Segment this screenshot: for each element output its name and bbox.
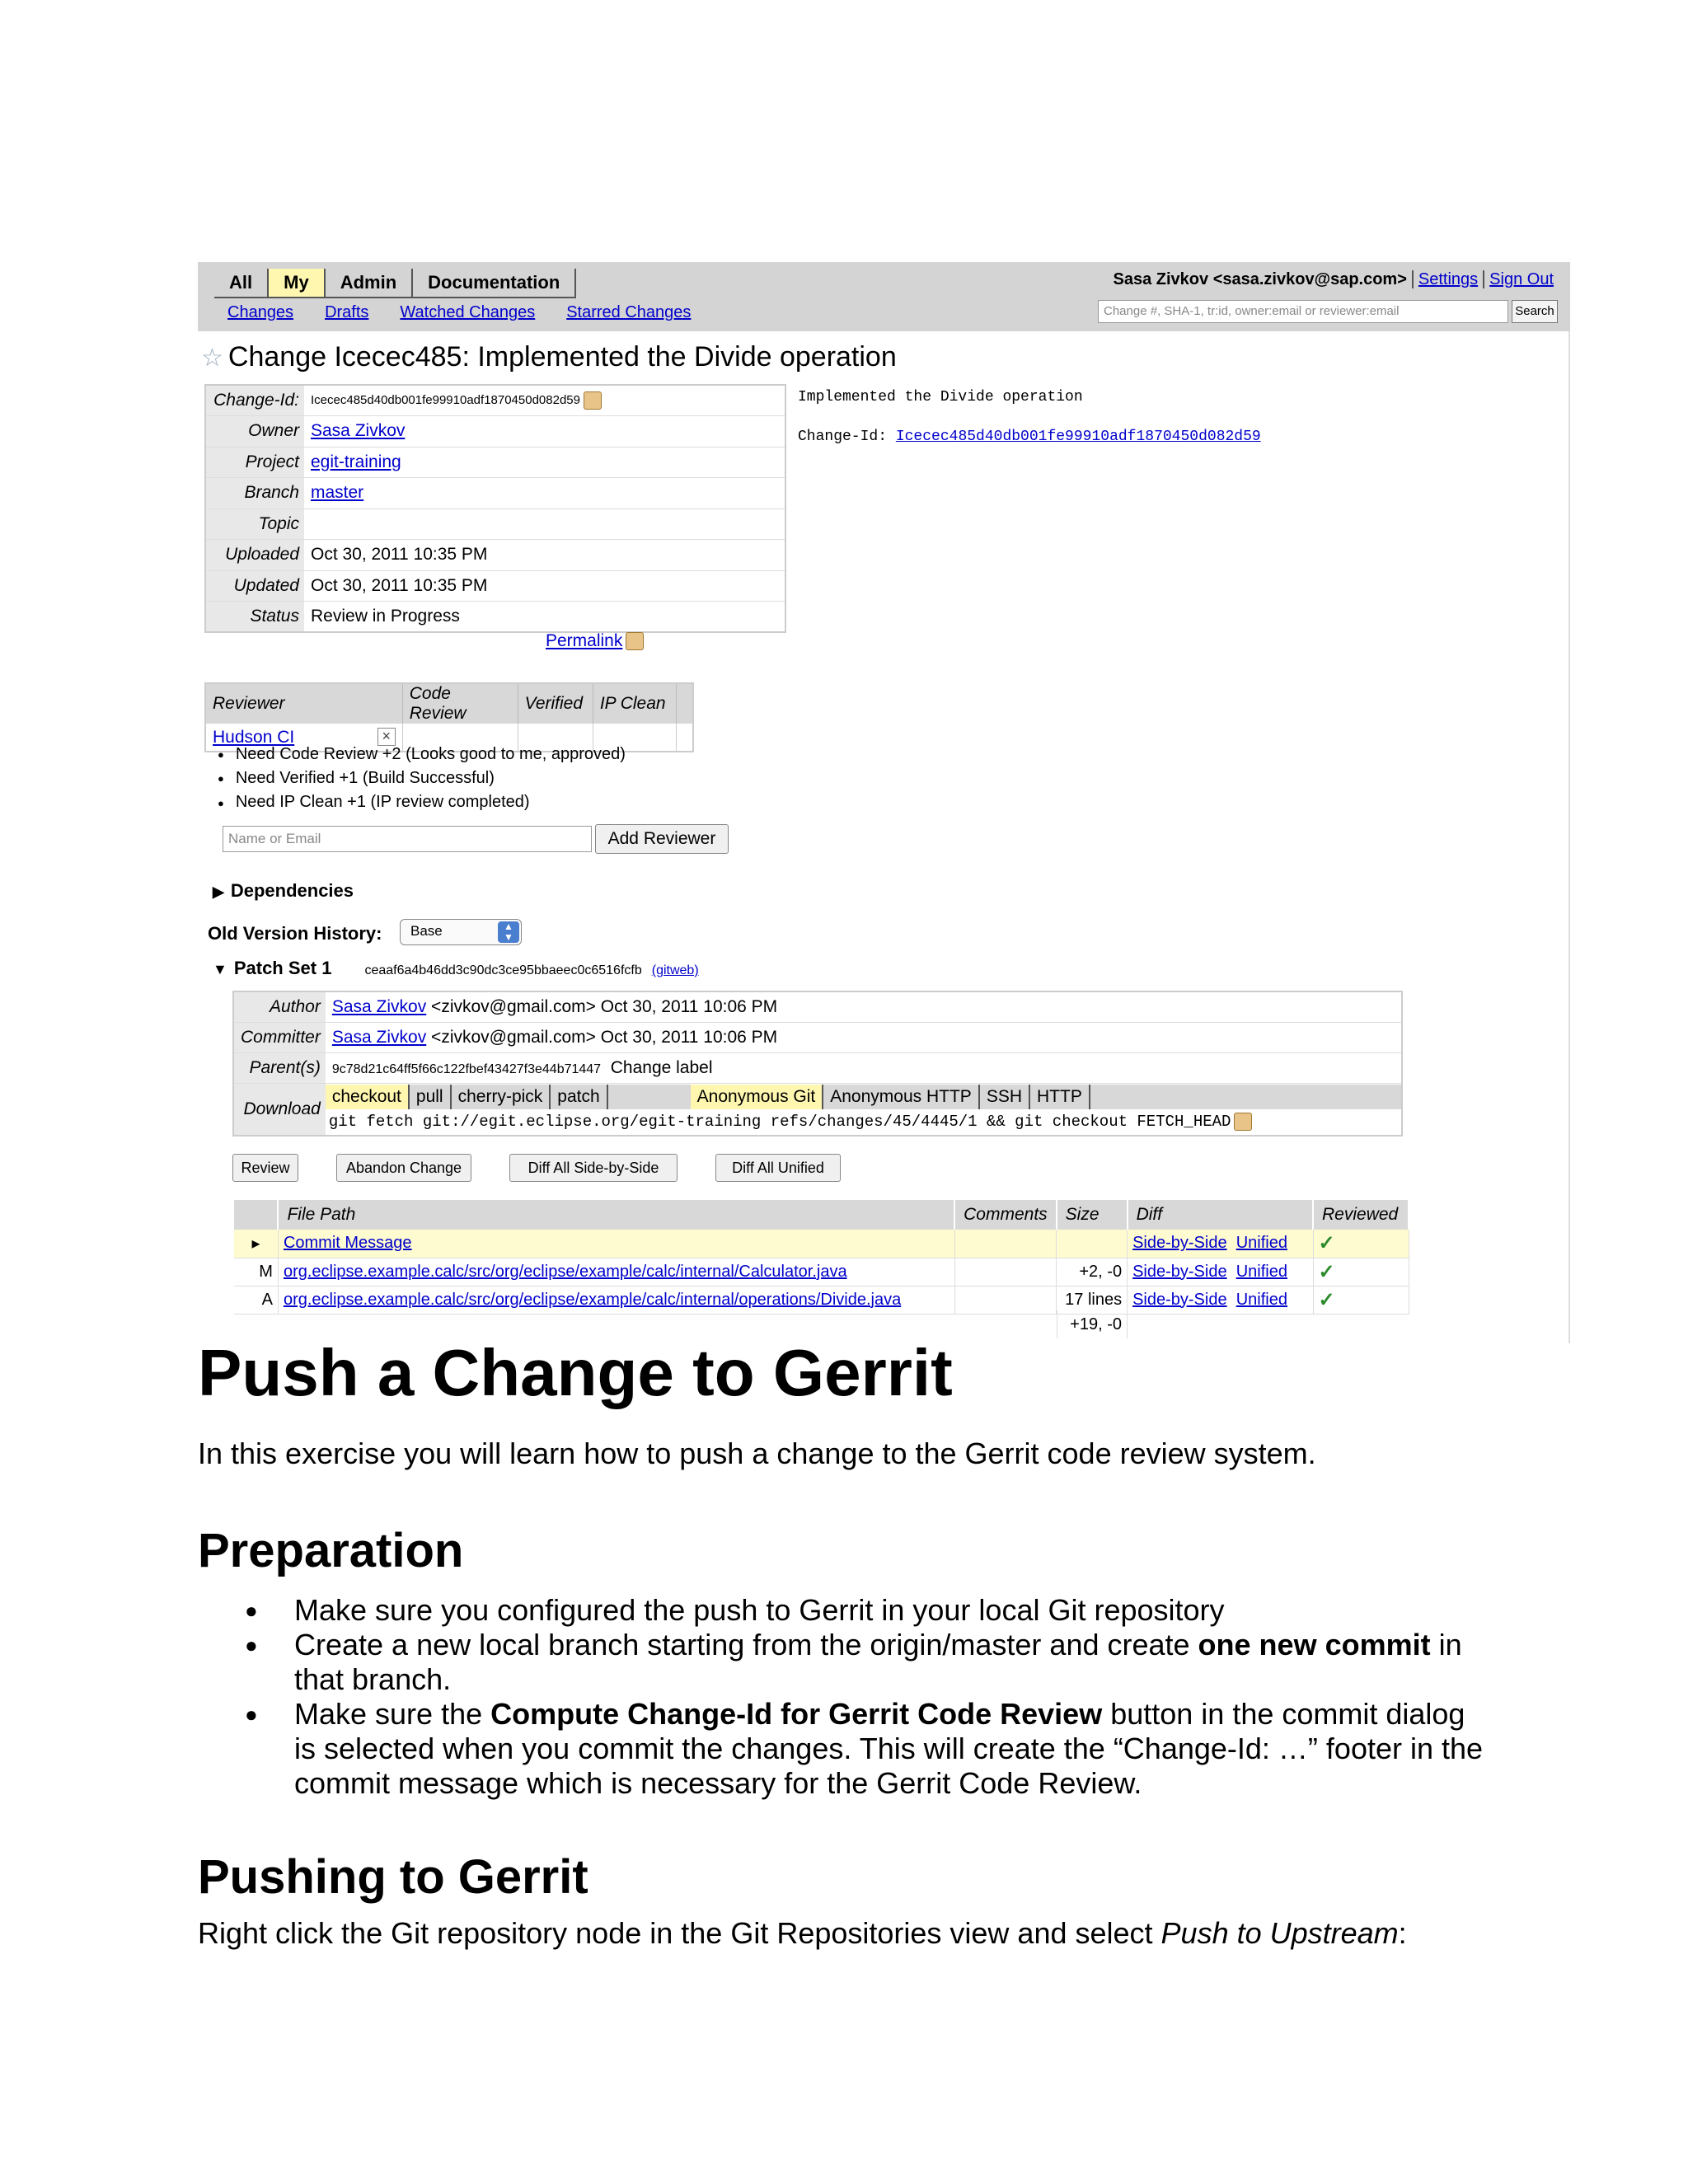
uploaded-label: Uploaded — [205, 540, 304, 571]
search-input[interactable]: Change #, SHA-1, tr:id, owner:email or reviewer:email — [1098, 300, 1508, 323]
commit-change-id-label: Change-Id: — [798, 429, 896, 445]
triangle-right-icon: ▶ — [213, 883, 224, 900]
author-label: Author — [233, 991, 326, 1022]
file-path-header: File Path — [278, 1200, 954, 1230]
commit-change-id-link[interactable]: Icecec485d40db001fe99910adf1870450d082d59 — [895, 429, 1261, 445]
size-header: Size — [1057, 1200, 1128, 1230]
author-details: <zivkov@gmail.com> Oct 30, 2011 10:06 PM — [426, 996, 778, 1016]
tab-my[interactable]: My — [269, 269, 326, 297]
user-box — [1114, 270, 1554, 289]
intro-paragraph: In this exercise you will learn how to push a change to the Gerrit code review system. — [198, 1436, 1316, 1470]
diff-header: Diff — [1128, 1200, 1313, 1230]
table-row[interactable] — [234, 1230, 1409, 1258]
checkmark-icon[interactable]: ✓ — [1318, 1288, 1335, 1311]
parent-change-label: Change label — [610, 1057, 713, 1077]
star-icon[interactable]: ☆ — [201, 344, 223, 372]
list-item: ● Need Verified +1 (Build Successful) — [218, 766, 626, 790]
subtab-drafts[interactable]: Drafts — [325, 303, 369, 321]
select-arrows-icon: ▲ ▼ — [498, 921, 519, 943]
topic-label: Topic — [205, 509, 304, 540]
code-review-header: Code Review — [402, 683, 518, 724]
dependencies-label: Dependencies — [230, 880, 354, 901]
gerrit-screenshot — [198, 262, 1570, 1343]
updated-value: Oct 30, 2011 10:35 PM — [304, 570, 785, 602]
download-label: Download — [233, 1083, 326, 1136]
change-id-label: Change-Id: — [205, 385, 304, 416]
branch-link[interactable]: master — [311, 483, 364, 503]
parent-label: Parent(s) — [233, 1052, 326, 1083]
permalink-link[interactable]: Permalink — [546, 631, 623, 650]
download-cell — [326, 1083, 1402, 1136]
owner-link[interactable]: Sasa Zivkov — [311, 421, 406, 441]
search-button[interactable]: Search — [1512, 300, 1558, 323]
add-reviewer-button[interactable]: Add Reviewer — [595, 824, 729, 854]
copy-icon[interactable] — [1234, 1113, 1252, 1131]
unified-link[interactable]: Unified — [1236, 1262, 1287, 1281]
list-item: ● Create a new local branch starting from the origin/master and create one new commit in that branch. — [198, 1628, 1484, 1697]
change-id-cell — [304, 385, 785, 416]
branch-label: Branch — [205, 478, 304, 509]
ip-clean-header: IP Clean — [593, 683, 676, 724]
permalink — [546, 631, 644, 651]
table-row[interactable]: A org.eclipse.example.calc/src/org/eclipse/example/calc/internal/operations/Divide.java 17 lines Side-by-Side Unified ✓ — [234, 1286, 1409, 1314]
owner-label: Owner — [205, 416, 304, 448]
subtab-changes[interactable]: Changes — [227, 303, 294, 321]
dl-http-tab[interactable]: HTTP — [1030, 1085, 1090, 1109]
size-total: +19, -0 — [1057, 1310, 1128, 1338]
copy-icon[interactable] — [584, 391, 602, 410]
file-status: M — [234, 1258, 278, 1286]
commit-message — [798, 387, 1261, 466]
dl-cherry-pick-tab[interactable]: cherry-pick — [452, 1085, 551, 1109]
patch-set-table — [232, 991, 1403, 1137]
reviewer-link[interactable]: Hudson CI — [213, 727, 295, 747]
unified-link[interactable]: Unified — [1236, 1234, 1287, 1253]
list-item: ● Need IP Clean +1 (IP review completed) — [218, 790, 626, 814]
download-command-text[interactable]: git fetch git://egit.eclipse.org/egit-training refs/changes/45/4445/1 && git checkout FETCH_HEAD — [328, 1112, 1231, 1131]
topic-value — [304, 509, 785, 540]
patch-set-header[interactable] — [213, 958, 699, 979]
dependencies-toggle[interactable] — [213, 880, 354, 902]
list-item: ● Need Code Review +2 (Looks good to me, approved) — [218, 743, 626, 766]
patch-set-sha: ceaaf6a4b46dd3c90dc3ce95bbaeec0c6516fcfb — [364, 963, 642, 977]
reviewer-name-input[interactable]: Name or Email — [223, 826, 592, 852]
copy-icon[interactable] — [626, 632, 644, 650]
user-name: Sasa Zivkov <sasa.zivkov@sap.com> — [1113, 270, 1407, 288]
files-table — [234, 1200, 1409, 1315]
tab-all[interactable]: All — [214, 269, 269, 297]
diff-all-unified-button[interactable]: Diff All Unified — [715, 1154, 841, 1182]
file-link[interactable]: org.eclipse.example.calc/src/org/eclipse/example/calc/internal/operations/Divide.java — [283, 1290, 902, 1309]
old-version-select[interactable] — [400, 919, 522, 945]
dl-anon-http-tab[interactable]: Anonymous HTTP — [823, 1085, 980, 1109]
commit-message-line: Implemented the Divide operation — [798, 389, 1083, 405]
commit-change-id — [798, 427, 1261, 447]
parent-sha: 9c78d21c64ff5f66c122fbef43427f3e44b71447 — [331, 1062, 602, 1076]
pushing-heading: Pushing to Gerrit — [198, 1850, 588, 1904]
download-command — [326, 1109, 1401, 1134]
preparation-list — [198, 1593, 1484, 1801]
approval-needs-list — [218, 743, 626, 815]
committer-link[interactable]: Sasa Zivkov — [331, 1027, 427, 1047]
checkmark-icon[interactable]: ✓ — [1318, 1232, 1335, 1255]
gitweb-link[interactable]: (gitweb) — [651, 963, 699, 977]
updated-label: Updated — [205, 570, 304, 602]
preparation-heading: Preparation — [198, 1524, 464, 1577]
file-link[interactable]: org.eclipse.example.calc/src/org/eclipse/example/calc/internal/Calculator.java — [283, 1262, 847, 1281]
file-link[interactable]: Commit Message — [283, 1234, 412, 1253]
table-row[interactable]: M org.eclipse.example.calc/src/org/eclipse/example/calc/internal/Calculator.java +2, -0 Side-by-Side Unified ✓ — [234, 1258, 1409, 1286]
project-link[interactable]: egit-training — [311, 452, 401, 471]
download-options — [326, 1085, 1401, 1109]
subtab-watched-changes[interactable]: Watched Changes — [400, 303, 536, 321]
dl-ssh-tab[interactable]: SSH — [980, 1085, 1030, 1109]
list-item: ● Make sure you configured the push to Gerrit in your local Git repository — [198, 1593, 1484, 1628]
sign-out-link[interactable]: Sign Out — [1489, 270, 1554, 288]
author-link[interactable]: Sasa Zivkov — [331, 996, 427, 1016]
old-version-value: Base — [410, 923, 443, 939]
dl-patch-tab[interactable]: patch — [551, 1085, 607, 1109]
sub-tabs — [227, 303, 691, 322]
remove-reviewer-icon[interactable]: × — [377, 728, 396, 746]
diff-all-side-by-side-button[interactable]: Diff All Side-by-Side — [509, 1154, 678, 1182]
checkmark-icon[interactable]: ✓ — [1318, 1260, 1335, 1283]
change-title — [201, 341, 897, 373]
page-title: Push a Change to Gerrit — [198, 1336, 953, 1409]
abandon-change-button[interactable]: Abandon Change — [336, 1154, 471, 1182]
committer-details: <zivkov@gmail.com> Oct 30, 2011 10:06 PM — [426, 1027, 778, 1047]
dl-checkout-tab[interactable]: checkout — [326, 1085, 410, 1109]
main-tabs — [214, 269, 576, 298]
dl-anon-git-tab[interactable]: Anonymous Git — [691, 1085, 824, 1109]
uploaded-value: Oct 30, 2011 10:35 PM — [304, 540, 785, 571]
change-id-value: Icecec485d40db001fe99910adf1870450d082d59 — [311, 392, 580, 407]
old-version-label: Old Version History: — [208, 923, 382, 944]
dl-pull-tab[interactable]: pull — [410, 1085, 452, 1109]
settings-link[interactable]: Settings — [1418, 270, 1479, 288]
reviewer-header: Reviewer — [205, 683, 402, 724]
reviewed-header: Reviewed — [1313, 1200, 1409, 1230]
verified-header: Verified — [518, 683, 593, 724]
status-value: Review in Progress — [304, 602, 785, 633]
project-label: Project — [205, 447, 304, 478]
list-item: ● Make sure the Compute Change-Id for Gerrit Code Review button in the commit dialog is selected when you commit the changes. This will create the “Change-Id: …” footer in the commit message which is necessary for the Gerrit Code Review. — [198, 1697, 1484, 1801]
side-by-side-link[interactable]: Side-by-Side — [1132, 1262, 1227, 1281]
file-status: A — [234, 1286, 278, 1314]
side-by-side-link[interactable]: Side-by-Side — [1132, 1290, 1227, 1309]
tab-admin[interactable]: Admin — [326, 269, 413, 297]
side-by-side-link[interactable]: Side-by-Side — [1132, 1234, 1227, 1253]
top-bar — [198, 262, 1570, 331]
change-info-table — [204, 384, 786, 633]
push-paragraph: Right click the Git repository node in the Git Repositories view and select Push to Upstream: — [198, 1916, 1407, 1950]
comments-header: Comments — [954, 1200, 1057, 1230]
status-label: Status — [205, 602, 304, 633]
subtab-starred-changes[interactable]: Starred Changes — [566, 303, 692, 321]
unified-link[interactable]: Unified — [1236, 1290, 1287, 1309]
change-title-text: Change Icecec485: Implemented the Divide operation — [227, 341, 897, 373]
committer-label: Committer — [233, 1022, 326, 1052]
review-button[interactable]: Review — [232, 1154, 298, 1182]
triangle-down-icon: ▼ — [213, 961, 227, 977]
tab-documentation[interactable]: Documentation — [413, 269, 576, 297]
patch-set-label: Patch Set 1 — [233, 958, 332, 978]
row-pointer-icon: ▸ — [234, 1230, 278, 1258]
